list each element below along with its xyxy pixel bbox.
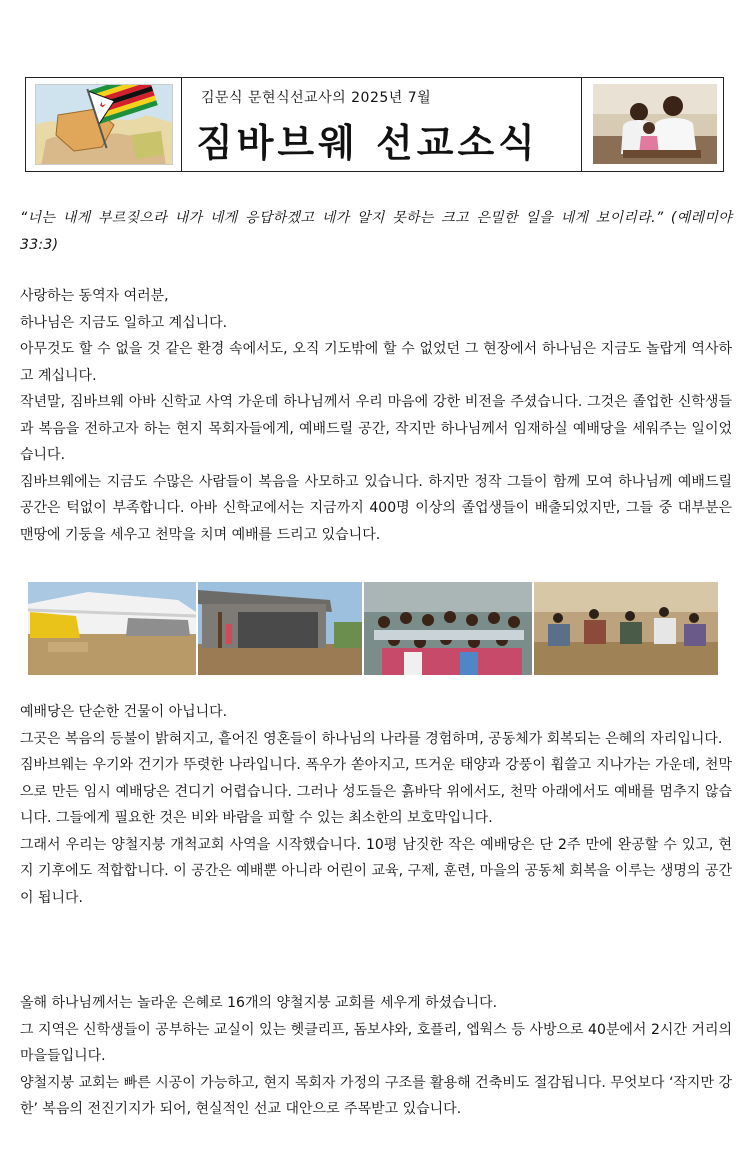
newsletter-header (25, 77, 724, 172)
paragraph: 사랑하는 동역자 여러분, (20, 288, 169, 304)
tent-church-photo (28, 582, 196, 675)
paragraph: 양철지붕 교회는 빠른 시공이 가능하고, 현지 목회자 가정의 구조를 활용해 건축비도 절감됩니다. 무엇보다 ‘작지만 강한’ 복음의 전진기지가 되어, 현실적인 선교 대안으로 주목받고 있습니다. (20, 1074, 732, 1117)
paragraph: 짐바브웨에는 지금도 수많은 사람들이 복음을 사모하고 있습니다. 하지만 정작 그들이 함께 모여 하나님께 예배드릴 공간은 턱없이 부족합니다. 아바 신학교에서는 지금까지 400명 이상의 졸업생들이 배출되었지만, 그들 중 대부분은 맨땅에 기둥을 세우고 천막을 치며 예배를 드리고 있습니다. (20, 473, 732, 543)
tin-roof-church-photo (198, 582, 362, 675)
paragraph: 아무것도 할 수 없을 것 같은 환경 속에서도, 오직 기도밖에 할 수 없었던 그 현장에서 하나님은 지금도 놀랍게 역사하고 계십니다. (20, 341, 732, 384)
paragraph: 그 지역은 신학생들이 공부하는 교실이 있는 헷클리프, 돔보샤와, 호플리, 엡웍스 등 사방으로 40분에서 2시간 거리의 마을들입니다. (20, 1021, 732, 1064)
paragraph: 올해 하나님께서는 놀라운 은혜로 16개의 양철지붕 교회를 세우게 하셨습니다. (20, 995, 498, 1011)
church-photo-strip (28, 582, 718, 675)
paragraph: 작년말, 짐바브웨 아바 신학교 사역 가운데 하나님께서 우리 마음에 강한 비전을 주셨습니다. 그것은 졸업한 신학생들과 복음을 전하고자 하는 현지 목회자들에게, 예배드릴 공간, 작지만 하나님께서 임재하실 예배당을 세워주는 일이었습니다. (20, 394, 732, 463)
header-title: 짐바브웨 선교소식 (196, 121, 539, 165)
congregation-group-photo (364, 582, 532, 675)
paragraph: 예배당은 단순한 건물이 아닙니다. (20, 704, 228, 720)
header-subtitle: 김문식 문현식선교사의 2025년 7월 (201, 90, 432, 106)
header-divider (581, 78, 582, 171)
header-divider (181, 78, 182, 171)
paragraph: 짐바브웨는 우기와 건기가 뚜렷한 나라입니다. 폭우가 쏟아지고, 뜨거운 태양과 강풍이 휩쓸고 지나가는 가운데, 천막으로 만든 임시 예배당은 견디기 어렵습니다. 그러나 성도들은 흙바닥 위에서도, 천막 아래에서도 예배를 멈추지 않습니다. 그들에게 필요한 것은 비와 바람을 피할 수 있는 최소한의 보호막입니다. (20, 757, 732, 826)
scripture-quote (20, 205, 732, 258)
letter-section-3 (20, 990, 732, 1123)
paragraph: 그래서 우리는 양철지붕 개척교회 사역을 시작했습니다. 10평 남짓한 작은 예배당은 단 2주 만에 완공할 수 있고, 현지 기후에도 적합합니다. 이 공간은 예배뿐 아니라 어린이 교육, 구제, 훈련, 마을의 공동체 회복을 이루는 생명의 공간이 됩니다. (20, 836, 732, 906)
letter-section-2 (20, 699, 732, 911)
letter-section-1 (20, 283, 732, 548)
paragraph: 하나님은 지금도 일하고 계십니다. (20, 314, 228, 331)
zimbabwe-map-flag-image (35, 84, 173, 165)
quote-text: “너는 내게 부르짖으라 내가 네게 응답하겠고 네가 알지 못하는 크고 은밀한 일을 네게 보이리라.” (예레미야 33:3) (20, 210, 732, 253)
paragraph: 그곳은 복음의 등불이 밝혀지고, 흩어진 영혼들이 하나님의 나라를 경험하며, 공동체가 회복되는 은혜의 자리입니다. (20, 730, 723, 747)
missionary-family-photo (593, 84, 717, 164)
outdoor-worship-photo (534, 582, 718, 675)
